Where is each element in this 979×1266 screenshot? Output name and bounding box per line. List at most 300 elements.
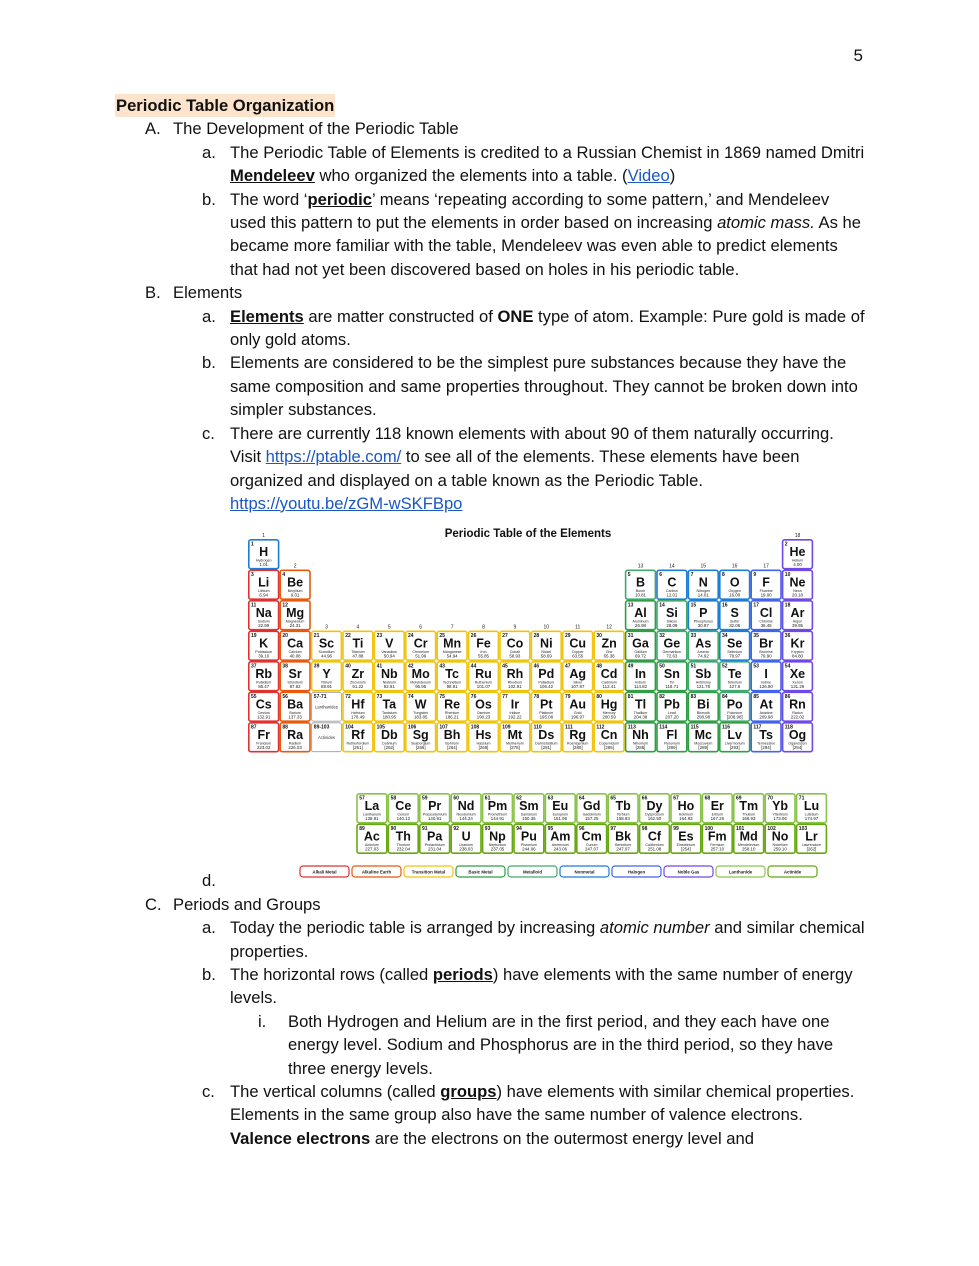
element-symbol: Y [322,667,331,682]
atomic-number: 56 [282,694,288,701]
atomic-number: 25 [439,633,445,640]
element-name: Actinium [365,843,379,848]
element-symbol: Ti [352,636,364,651]
atomic-mass: 12.01 [666,592,678,598]
atomic-number: 15 [690,602,697,609]
atomic-mass: 85.47 [258,684,270,690]
atomic-number: 26 [470,633,477,640]
atomic-mass: [293] [729,745,740,751]
atomic-number: 23 [376,633,383,640]
atomic-mass: 144.91 [490,816,505,822]
element-name: Rhenium [444,711,460,716]
atomic-mass: 257.10 [710,846,725,852]
list-item [115,422,865,516]
element-name: Vanadium [381,650,398,655]
atomic-mass: 101.07 [476,684,491,690]
atomic-number: 20 [282,633,288,640]
atomic-mass: 180.95 [382,714,397,720]
list-marker: b. [202,964,216,984]
atomic-number: 71 [798,795,805,802]
atomic-number: 54 [784,663,791,670]
atomic-mass: 19.00 [760,592,772,598]
atomic-number: 28 [533,633,540,640]
atomic-number: 4 [282,572,286,579]
element-name: Samarium [520,812,538,817]
atomic-mass: [289] [667,745,677,751]
section-c [115,893,865,916]
element-symbol: Au [569,697,587,712]
section-b [115,281,865,304]
atomic-number: 53 [753,663,759,670]
atomic-mass: 238.03 [459,846,473,852]
list-item [115,916,865,963]
element-name: Platinum [539,711,554,716]
element-symbol: Pu [520,829,537,844]
element-name: Dubnium [382,741,397,746]
atomic-number: 5 [627,572,631,579]
group-number: 18 [794,533,801,540]
atomic-number: 76 [470,694,477,701]
atomic-number: 21 [313,633,320,640]
atomic-mass: [281] [541,745,552,751]
atomic-mass: 237.05 [490,846,505,852]
element-symbol: Sn [663,667,680,682]
element-symbol: Hg [600,697,618,712]
term-groups: groups [440,1081,497,1101]
group-number: 5 [387,624,391,631]
atomic-mass: 39.95 [792,623,803,629]
element-name: Radon [792,711,803,716]
atomic-mass: 140.91 [427,816,442,822]
atomic-mass: 4.00 [793,562,802,568]
list-marker: i. [258,1011,267,1031]
element-name: Yttrium [320,680,333,685]
atomic-number: 37 [251,663,257,670]
element-name: Nobelium [772,843,788,848]
element-symbol: Tm [739,799,759,814]
group-number: 9 [513,624,517,631]
atomic-number: 60 [453,795,459,802]
group-number: 1 [262,533,266,540]
element-symbol: Ac [363,829,380,844]
element-name: Tungsten [413,711,429,716]
element-symbol: Ta [382,697,397,712]
element-symbol: Si [665,606,678,621]
element-symbol: Ca [287,636,304,651]
element-symbol: I [764,667,768,682]
series-range: 57-71 [313,694,327,701]
atomic-mass: 190.23 [476,714,491,720]
element-symbol: Sg [412,728,429,743]
element-name: Aluminum [632,619,649,624]
list-item [115,141,865,188]
atomic-mass: 28.09 [666,623,678,629]
atomic-number: 107 [439,724,448,731]
text: to see all of the elements. These elements have been organized and displayed on a table known as the Periodic Table. [230,447,800,490]
atomic-mass: 195.08 [539,714,554,720]
element-name: Xenon [792,680,803,685]
element-name: Dysprosium [645,812,664,817]
list-marker: c. [202,1081,215,1101]
atomic-mass: 247.07 [584,846,599,852]
element-name: Thorium [396,843,410,848]
element-symbol: No [771,829,789,844]
atomic-number: 77 [502,694,508,701]
list-marker: C. [145,894,162,914]
text: are the electrons on the outermost energy level and [370,1128,754,1148]
element-symbol: Pt [540,697,553,712]
element-symbol: Ru [475,667,492,682]
atomic-number: 97 [610,826,616,833]
element-name: Hydrogen [255,558,272,563]
element-name: Rhodium [507,680,523,685]
element-symbol: Mo [411,667,430,682]
element-symbol: Lv [727,728,742,743]
atomic-number: 94 [516,826,522,833]
element-symbol: Be [287,575,304,590]
atomic-number: 61 [484,795,491,802]
element-symbol: Rh [506,667,524,682]
element-name: Cadmium [601,680,617,685]
element-name: Nihonium [632,741,649,746]
legend-label: Halogen [627,869,646,875]
atomic-number: 82 [659,694,665,701]
atomic-number: 13 [627,602,634,609]
element-name: Thallium [633,711,648,716]
element-symbol: Cs [255,697,272,712]
element-symbol: Mg [286,606,305,621]
element-name: Seaborgium [411,741,431,746]
atomic-mass: 51.99 [415,653,427,659]
element-name: Thulium [742,812,756,817]
element-symbol: Cr [413,636,428,651]
element-name: Californium [645,843,664,848]
element-symbol: W [414,697,427,712]
text: There are currently 118 known elements with about 90 of them naturally occurring. Visit [230,423,834,467]
atomic-mass: 74.92 [697,653,709,659]
element-name: Moscovium [694,741,713,746]
element-name: Lutetium [804,812,819,817]
atomic-number: 59 [422,795,428,802]
atomic-mass: 232.04 [396,846,411,852]
element-name: Bismuth [696,711,710,716]
element-symbol: Fr [257,728,270,743]
atomic-number: 38 [282,663,288,670]
element-symbol: Nd [457,799,475,814]
element-name: Iridium [509,711,521,716]
atomic-number: 110 [533,724,542,731]
atomic-number: 27 [502,633,508,640]
atomic-number: 90 [390,826,397,833]
text: The horizontal rows (called [230,964,433,984]
atomic-number: 101 [736,826,745,833]
element-symbol: Co [506,636,524,651]
element-symbol: Rb [255,667,273,682]
atomic-number: 95 [547,826,554,833]
atomic-number: 67 [673,795,679,802]
atomic-number: 111 [565,724,573,731]
youtube-link[interactable]: https://youtu.be/zGM-wSKFBpo [230,493,463,513]
atomic-number: 118 [784,724,793,731]
element-name: Neptunium [488,843,507,848]
atomic-number: 9 [753,572,757,579]
atomic-mass: 173.06 [773,816,787,822]
atomic-number: 116 [722,724,731,731]
element-name: Fermium [710,843,725,848]
element-name: Protactinium [424,843,445,848]
series-label: Actinides [318,735,335,741]
atomic-mass: 112.41 [602,684,616,690]
list-item [115,351,865,421]
atomic-mass: 138.91 [365,816,379,822]
element-name: Hassium [476,741,491,746]
atomic-number: 74 [408,694,414,701]
element-symbol: At [759,697,773,712]
element-symbol: Pa [427,829,443,844]
atomic-mass: 251.08 [647,846,662,852]
element-name: Molybdenum [410,680,431,685]
atomic-mass: 79.90 [760,653,772,659]
atomic-mass: 192.22 [508,714,522,720]
element-name: Selenium [727,650,743,655]
atomic-mass: 150.36 [522,816,536,822]
element-symbol: Fm [707,829,727,844]
atomic-number: 91 [422,826,428,833]
ptable-link[interactable]: https://ptable.com/ [265,447,402,467]
element-symbol: Ni [540,636,553,651]
element-name: Sulfur [730,619,740,624]
element-symbol: Sb [695,667,712,682]
atomic-number: 83 [690,694,697,701]
atomic-number: 50 [659,663,665,670]
atomic-mass: 47.88 [352,653,364,659]
atomic-mass: 88.91 [321,684,332,690]
element-name: Argon [792,619,803,624]
atomic-number: 102 [767,826,776,833]
element-symbol: Sm [519,799,539,814]
atomic-number: 14 [659,602,665,609]
atomic-number: 2 [784,541,788,548]
list-marker: d. [202,871,216,891]
element-name: Bohrium [445,741,459,746]
bold-text: ONE [497,306,534,326]
series-label: Lanthanides [315,704,338,710]
element-name: Potassium [255,650,273,655]
element-symbol: K [259,636,269,651]
atomic-number: 34 [722,633,728,640]
list-marker: B. [145,283,161,303]
element-symbol: Tl [634,697,647,712]
text: Elements are considered to be the simplest pure substances because they have the same composition and same properties throughout. They cannot be broken down into simpler substances. [230,353,858,420]
atomic-number: 89 [359,826,365,833]
element-symbol: Nh [632,728,649,743]
legend-label: Metalloid [522,869,543,875]
element-name: Berkelium [615,843,632,848]
element-name: Tellurium [727,680,742,685]
element-name: Gallium [634,650,647,655]
atomic-number: 24 [408,633,414,640]
element-name: Lanthanum [362,812,381,817]
group-number: 16 [731,563,738,570]
atomic-number: 84 [722,694,728,701]
element-symbol: Re [444,697,461,712]
atomic-number: 11 [251,602,257,609]
element-symbol: F [762,575,770,590]
legend-label: Transition Metal [411,869,446,875]
list-marker: a. [202,918,216,938]
element-name: Palladium [538,680,555,685]
atomic-mass: 10.81 [635,592,646,598]
atomic-mass: 50.94 [383,653,395,659]
atomic-mass: 131.29 [790,684,805,690]
atomic-mass: 183.85 [413,714,428,720]
group-number: 15 [700,563,707,570]
atomic-mass: 58.69 [540,653,552,659]
text: ) have elements with the same number of energy levels. [230,964,853,1008]
atomic-mass: 209.98 [759,714,773,720]
atomic-number: 3 [251,572,254,579]
element-symbol: Gd [583,799,601,814]
periodic-table-chart [243,528,822,875]
atomic-mass: 121.76 [696,684,711,690]
element-symbol: Bk [615,829,632,844]
atomic-mass: 132.91 [256,714,271,720]
atomic-mass: 40.08 [289,653,301,659]
text: ’ means ‘repeating according to some pattern,’ and Mendeleev used this pattern to put the elements in order based on increasing [230,189,830,233]
atomic-number: 99 [673,826,679,833]
atomic-mass: 87.62 [289,684,301,690]
atomic-number: 19 [251,633,257,640]
element-symbol: Cl [759,606,773,621]
atomic-number: 7 [690,572,694,579]
element-symbol: Ra [287,728,304,743]
element-name: Ytterbium [772,812,788,817]
atomic-number: 96 [579,826,585,833]
atomic-number: 48 [596,663,602,670]
emphasis: atomic mass. [717,213,815,233]
atomic-mass: [266] [415,745,426,751]
element-symbol: As [695,636,712,651]
atomic-mass: 30.97 [697,623,709,629]
atomic-mass: 259.10 [773,846,787,852]
atomic-number: 29 [565,633,571,640]
group-number: 7 [450,624,454,631]
list-item [115,1080,865,1150]
atomic-number: 65 [610,795,616,802]
element-symbol: In [634,667,647,682]
atomic-mass: 222.02 [790,714,805,720]
element-name: Tantalum [382,711,397,716]
atomic-mass: 95.95 [415,684,427,690]
chart-title: Periodic Table of the Elements [444,528,612,541]
element-name: Cerium [397,812,410,817]
element-symbol: Ce [395,799,412,814]
atomic-mass: 24.31 [289,623,301,629]
atomic-mass: 226.03 [288,745,302,751]
element-name: Holmium [678,812,693,817]
element-symbol: Ba [287,697,304,712]
element-symbol: Pb [663,697,680,712]
section-heading: Periodic Table Organization [115,94,335,117]
atomic-number: 106 [408,724,417,731]
element-name: Tennessine [757,741,776,746]
text: are matter constructed of [303,306,498,326]
element-symbol: V [385,636,394,651]
element-name: Chromium [412,650,429,655]
atomic-mass: 118.71 [665,684,679,690]
atomic-mass: 20.18 [792,592,803,598]
legend-label: Lanthanide [728,869,753,875]
element-name: Darmstadtium [535,741,558,746]
atomic-mass: 91.22 [352,684,364,690]
atomic-mass: 114.82 [633,684,648,690]
atomic-mass: 167.26 [710,816,725,822]
atomic-number: 46 [533,663,540,670]
element-symbol: Th [395,829,411,844]
element-symbol: N [698,575,708,590]
atomic-number: 57 [359,795,365,802]
element-symbol: Br [759,636,774,651]
atomic-mass: 98.91 [446,684,458,690]
emphasis: atomic number [599,918,710,938]
atomic-number: 41 [376,663,383,670]
element-symbol: Se [727,636,743,651]
video-link[interactable]: Video [627,166,670,186]
element-symbol: Yb [772,799,789,814]
atomic-mass: [262] [384,745,395,751]
group-number: 10 [543,624,550,631]
atomic-mass: 6.94 [259,592,268,598]
atomic-mass: [286] [635,745,646,751]
list-marker: a. [202,142,216,162]
atomic-number: 62 [516,795,522,802]
element-name: Zinc [605,650,613,655]
element-name: Strontium [287,680,303,685]
element-symbol: Pd [538,667,555,682]
atomic-mass: 126.90 [759,684,773,690]
atomic-mass: 231.04 [427,846,442,852]
atomic-number: 80 [596,694,602,701]
atomic-number: 36 [784,633,791,640]
section-b-title: Elements [173,283,243,303]
element-symbol: Np [489,829,506,844]
atomic-mass: [254] [681,846,691,852]
element-name: Livermorium [724,741,745,746]
atomic-mass: 39.10 [258,653,270,659]
element-symbol: Dy [646,799,663,814]
atomic-number: 51 [690,663,697,670]
atomic-number: 45 [502,663,508,670]
element-symbol: Bi [697,697,710,712]
element-symbol: Hs [475,728,492,743]
element-symbol: S [730,606,739,621]
atomic-number: 44 [470,663,477,670]
atomic-number: 81 [627,694,634,701]
element-name: Cobalt [509,650,521,655]
atomic-number: 103 [798,826,808,833]
atomic-mass: 178.49 [351,714,365,720]
element-symbol: La [364,799,380,814]
atomic-number: 64 [579,795,585,802]
atomic-number: 72 [345,694,351,701]
text: The vertical columns (called [230,1081,441,1101]
element-name: Krypton [791,650,804,655]
element-symbol: U [461,829,471,844]
element-name: Rubidium [256,680,272,685]
atomic-number: 35 [753,633,759,640]
element-name: Copernicium [599,741,620,746]
element-symbol: Li [258,575,270,590]
